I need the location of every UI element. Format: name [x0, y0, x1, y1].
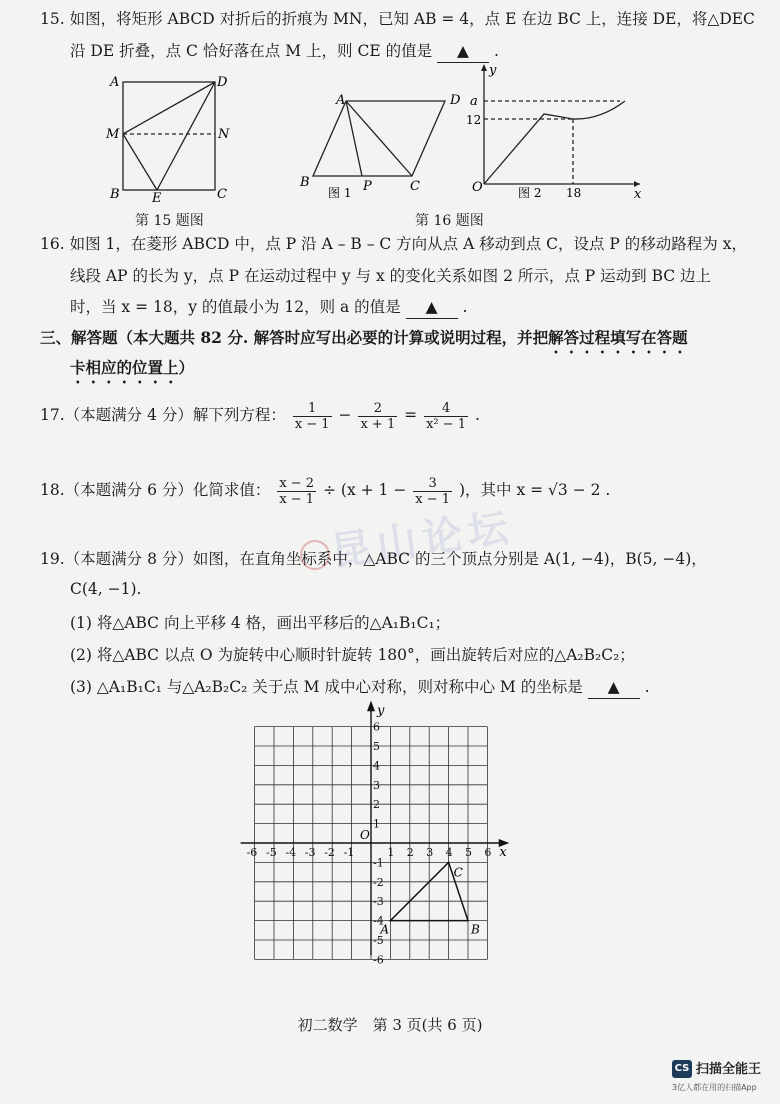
q16-g-a: a	[470, 94, 478, 109]
q16-label-p: P	[363, 179, 372, 194]
point-a-label: A	[380, 922, 390, 937]
q16-line1: 16. 如图 1，在菱形 ABCD 中，点 P 沿 A – B – C 方向从点 A 移动到点 C，设点 P 的移动路程为 x，	[40, 235, 747, 253]
q16-label-c: C	[410, 179, 420, 194]
camscanner-title: 扫描全能王	[696, 1062, 762, 1077]
grid-y-label: y	[377, 703, 385, 719]
x-tick-label: 5	[465, 846, 472, 859]
y-tick-label: -2	[373, 875, 384, 889]
x-tick-label: -6	[246, 846, 258, 859]
x-tick-label: -1	[343, 846, 355, 859]
camscanner-subtitle: 3亿人都在用的扫描App	[672, 1083, 757, 1092]
x-tick-label: 2	[406, 846, 414, 859]
y-tick-label: 4	[373, 759, 380, 773]
q19-part2: (2) 将△ABC 以点 O 为旋转中心顺时针旋转 180°，画出旋转后对应的△A₂B₂C₂；	[70, 646, 635, 664]
y-axis-arrow-icon	[368, 703, 374, 711]
q15-label-b: B	[110, 187, 120, 202]
q18-mid: ÷ (x + 1 −	[323, 481, 407, 499]
q16-label-d: D	[450, 93, 461, 108]
q16-line3-post: .	[462, 298, 468, 316]
y-tick-label: -5	[373, 934, 384, 947]
camscanner-logo-icon: CS	[672, 1060, 692, 1078]
q17-text: 17.（本题满分 4 分）解下列方程：	[40, 406, 286, 424]
y-tick-label: 6	[373, 720, 380, 734]
page-footer: 初二数学 第 3 页(共 6 页)	[297, 1016, 483, 1034]
x-tick-label: -4	[285, 846, 297, 859]
q16-g-18: 18	[566, 186, 582, 200]
q18-frac2: $\frac{3}{x - 1}$	[415, 475, 451, 507]
point-b-label: B	[471, 922, 480, 937]
q15-caption: 第 15 题图	[135, 213, 204, 229]
grid-x-label: x	[499, 845, 507, 860]
q15-line2-post: .	[493, 42, 499, 60]
section3-line2-post: ）	[178, 358, 195, 377]
q19-line1: 19.（本题满分 8 分）如图，在直角坐标系中，△ABC 的三个顶点分别是 A(1, −4)，B(5, −4)，	[40, 550, 707, 568]
q16-label-b: B	[300, 175, 310, 190]
q15-label-m: M	[106, 127, 120, 142]
y-tick-label: -3	[373, 895, 384, 909]
q16-caption: 第 16 题图	[415, 213, 484, 229]
q17-frac1: $\frac{1}{x - 1}$	[294, 400, 330, 432]
q18-text: 18.（本题满分 6 分）化简求值：	[40, 481, 271, 499]
q16-line2: 线段 AP 的长为 y，点 P 在运动过程中 y 与 x 的变化关系如图 2 所示，点 P 运动到 BC 边上	[70, 267, 712, 285]
x-tick-label: 4	[445, 846, 453, 859]
q19-part1: (1) 将△ABC 向上平移 4 格，画出平移后的△A₁B₁C₁；	[70, 614, 451, 632]
section3-line1-dot: 解答过程填写在答题	[548, 328, 688, 347]
y-tick-label: 1	[373, 817, 380, 831]
q15-label-e: E	[152, 191, 162, 206]
section3-line1-pre: 三、解答题（本大题共 82 分. 解答时应写出必要的计算或说明过程，并把	[40, 328, 549, 347]
y-tick-label: -4	[373, 914, 384, 928]
y-tick-label: -1	[373, 856, 384, 870]
x-tick-label: -2	[324, 846, 335, 859]
q15-label-c: C	[217, 187, 227, 202]
q15-line1: 15. 如图，将矩形 ABCD 对折后的折痕为 MN，已知 AB = 4，点 E 在边 BC 上，连接 DE，将△DEC	[40, 10, 755, 28]
q15-line2-pre: 沿 DE 折叠，点 C 恰好落在点 M 上，则 CE 的值是	[70, 42, 433, 60]
x-tick-label: -3	[304, 846, 316, 859]
x-tick-label: 3	[426, 846, 434, 859]
q16-fig2-caption: 图 2	[518, 186, 542, 200]
q16-g-x: x	[634, 187, 642, 202]
q17-frac2: $\frac{2}{x + 1}$	[360, 400, 396, 432]
q17-end: .	[475, 406, 480, 424]
q16-line3-pre: 时，当 x = 18，y 的值最小为 12，则 a 的值是	[70, 298, 401, 316]
q16-g-o: O	[472, 180, 483, 195]
q18-end: )，其中 x = √3 − 2 .	[458, 481, 611, 499]
q16-fig1-caption: 图 1	[328, 186, 352, 200]
watermark: 昆山论坛	[328, 504, 517, 576]
point-c-label: C	[453, 865, 463, 880]
q15-answer-blank: ▲	[437, 40, 489, 63]
q16-label-a: A	[336, 93, 346, 108]
q15-label-a: A	[110, 75, 120, 90]
y-tick-label: 3	[373, 778, 380, 792]
y-tick-label: -6	[373, 953, 384, 967]
q17-frac3: $\frac{4}{\text{x² − 1}}$	[426, 400, 467, 432]
q19-part3-post: .	[644, 678, 650, 696]
section3-line2-dot: 卡相应的位置上	[70, 358, 179, 377]
q19-line2: C(4, −1).	[70, 580, 142, 598]
x-tick-label: 1	[387, 846, 395, 859]
q16-g-12: 12	[466, 113, 482, 127]
q15-label-d: D	[217, 75, 228, 90]
q16-answer-blank: ▲	[406, 296, 458, 319]
x-tick-label: 6	[484, 846, 492, 859]
q19-answer-blank: ▲	[588, 676, 640, 699]
q18-frac1: $\frac{x - 2}{x - 1}$	[279, 475, 315, 507]
x-tick-label: -5	[266, 846, 277, 859]
q19-part3-pre: (3) △A₁B₁C₁ 与△A₂B₂C₂ 关于点 M 成中心对称，则对称中心 M 的坐标是	[70, 678, 583, 696]
q15-label-n: N	[218, 127, 230, 142]
q16-g-y: y	[489, 63, 497, 78]
y-tick-label: 2	[373, 798, 380, 812]
grid-origin-label: O	[360, 828, 370, 842]
q17-minus: −	[338, 406, 352, 424]
q17-eq: =	[404, 406, 418, 424]
y-tick-label: 5	[373, 740, 380, 753]
